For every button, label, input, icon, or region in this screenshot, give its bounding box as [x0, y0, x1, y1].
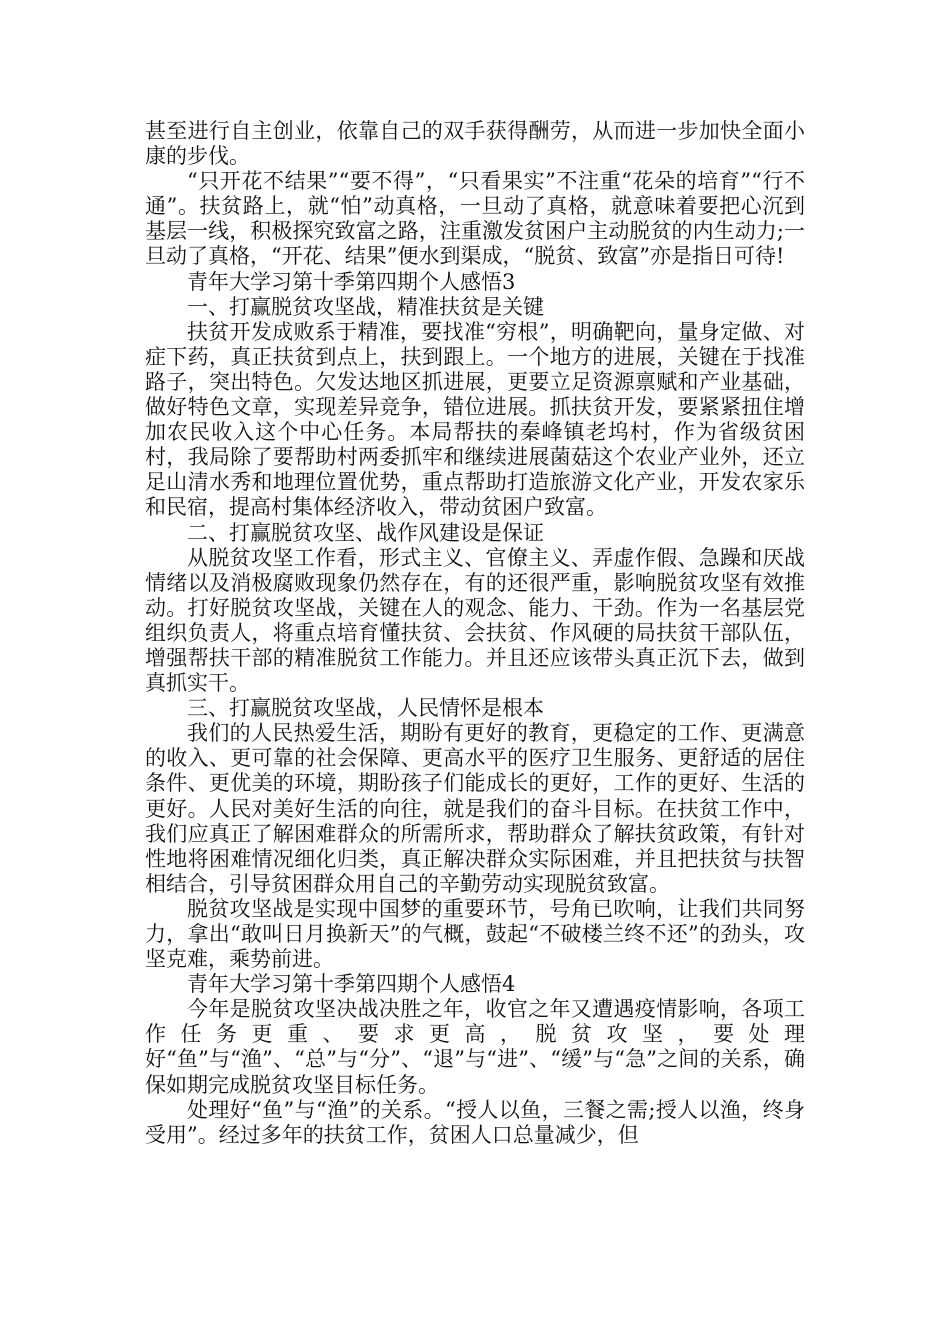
document-body — [145, 119, 805, 1148]
subheading-1: 一、打赢脱贫攻坚战，精准扶贫是关键 — [187, 294, 544, 319]
paragraph-4: 从脱贫攻坚工作看，形式主义、官僚主义、弄虚作假、急躁和厌战情绪以及消极腐败现象仍然存在，有的还很严重，影响脱贫攻坚有效推动。打好脱贫攻坚战，关键在人的观念、能力、干劲。作为一名基层党组织负责人，将重点培育懂扶贫、会扶贫、作风硬的局扶贫干部队伍，增强帮扶干部的精准脱贫工作能力。并且还应该带头真正沉下去，做到真抓实干。 — [145, 545, 805, 696]
subheading-2: 二、打赢脱贫攻坚、战作风建设是保证 — [187, 520, 544, 545]
section-title-4: 青年大学习第十季第四期个人感悟4 — [187, 972, 516, 997]
paragraph-5: 我们的人民热爱生活，期盼有更好的教育，更稳定的工作、更满意的收入、更可靠的社会保障、更高水平的医疗卫生服务、更舒适的居住条件、更优美的环境，期盼孩子们能成长的更好，工作的更好、生活的更好。人民对美好生活的向往，就是我们的奋斗目标。在扶贫工作中，我们应真正了解困难群众的所需所求，帮助群众了解扶贫政策，有针对性地将困难情况细化归类，真正解决群众实际困难，并且把扶贫与扶智相结合，引导贫困群众用自己的辛勤劳动实现脱贫致富。 — [145, 721, 805, 896]
paragraph-2: “只开花不结果”“要不得”，“只看果实”不注重“花朵的培育”“行不通”。扶贫路上，就“怕”动真格，一旦动了真格，就意味着要把心沉到基层一线，积极探究致富之路，注重激发贫困户主动脱贫的内生动力;一旦动了真格，“开花、结果”便水到渠成，“脱贫、致富”亦是指日可待! — [145, 169, 805, 269]
paragraph-8: 处理好“鱼”与“渔”的关系。“授人以鱼，三餐之需;授人以渔，终身受用”。经过多年的扶贫工作，贫困人口总量减少，但 — [145, 1097, 805, 1147]
section-title-3: 青年大学习第十季第四期个人感悟3 — [187, 269, 516, 294]
paragraph-3: 扶贫开发成败系于精准，要找准“穷根”，明确靶向，量身定做、对症下药，真正扶贫到点上，扶到跟上。一个地方的进展，关键在于找准路子，突出特色。欠发达地区抓进展，更要立足资源禀赋和产业基础，做好特色文章，实现差异竞争，错位进展。抓扶贫开发，要紧紧扭住增加农民收入这个中心任务。本局帮扶的秦峰镇老坞村，作为省级贫困村，我局除了要帮助村两委抓牢和继续进展菌菇这个农业产业外，还立足山清水秀和地理位置优势，重点帮助打造旅游文化产业，开发农家乐和民宿，提高村集体经济收入，带动贫困户致富。 — [145, 319, 805, 520]
subheading-3: 三、打赢脱贫攻坚战，人民情怀是根本 — [187, 696, 544, 721]
paragraph-7: 今年是脱贫攻坚决战决胜之年，收官之年又遭遇疫情影响，各项工作任务更重、要求更高，脱贫攻坚，要处理好“鱼”与“渔”、“总”与“分”、“退”与“进”、“缓”与“急”之间的关系，确保如期完成脱贫攻坚目标任务。 — [145, 997, 805, 1097]
paragraph-1: 甚至进行自主创业，依靠自己的双手获得酬劳，从而进一步加快全面小康的步伐。 — [145, 119, 805, 169]
paragraph-6: 脱贫攻坚战是实现中国梦的重要环节，号角已吹响，让我们共同努力，拿出“敢叫日月换新天”的气概，鼓起“不破楼兰终不还”的劲头，攻坚克难，乘势前进。 — [145, 896, 805, 972]
